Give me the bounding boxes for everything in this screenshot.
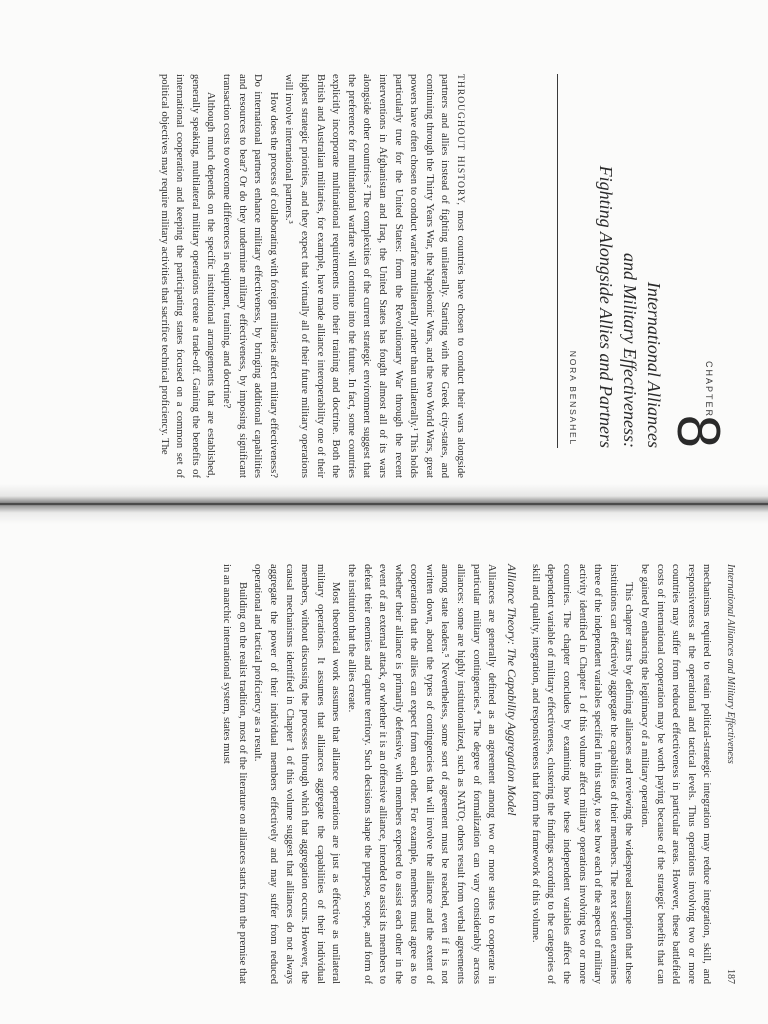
body-paragraph-1	[281, 74, 468, 478]
chapter-title-line-1: International Alliances	[644, 281, 664, 448]
right-paragraph-1: mechanisms required to retain political-strategic integration may reduce integration, skill, and responsiveness at the operational and tactical levels. Thus operations involving two or more countries may suffer from reduced effectiveness in particular areas. However, these battlefield costs of international cooperation may be worth paying because of the strategic benefits that can be gained by enhancing the legitimacy of a military operation.	[639, 564, 713, 984]
right-paragraph-2: This chapter starts by defining alliances and reviewing the widespread assumption that these institutions can effectively aggregate the capabilities of their members. The next section examines three of the independent variables specified in this study, to see how each of the aspects of military activity identified in Chapter 1 of this volume affect military operations involving two or more countries. The chapter concludes by examining how these independent variables affect the dependent variable of military effectiveness, clustering the findings according to the categories of skill and quality, integration, and responsiveness that form the framework of this volume.	[529, 564, 635, 984]
opening-word: THROUGHOUT HISTORY,	[455, 74, 466, 206]
right-page	[0, 512, 768, 1024]
chapter-rule	[557, 74, 558, 448]
body-paragraph-3: Although much depends on the specific institutional arrangements that are established, generally speaking, multilateral military operations create a trade-off. Gaining the benefits of international cooperation and keeping the participating states focused on a common set of political objectives may require military activities that sacrifice technical proficiency. The	[158, 74, 217, 478]
body-paragraph-2: How does the process of collaborating with foreign militaries affect military effectiveness? Do international partners enhance military effectiveness, by bringing additional capabilities and resources to bear? Or do they undermine military effectiveness, by imposing significant transaction costs to overcome differences in equipment, training, and doctrine?	[221, 74, 279, 478]
chapter-title-line-3: Fighting Alongside Allies and Partners	[596, 165, 616, 448]
chapter-label: CHAPTER	[704, 360, 714, 418]
chapter-number: 8	[665, 414, 732, 448]
book-gutter-line	[0, 503, 768, 505]
right-paragraph-5: Building on the realist tradition, most of the literature on alliances starts from the premise that in an anarchic international system, states must	[221, 564, 248, 984]
running-head-title: International Alliances and Military Effectiveness	[725, 564, 736, 764]
right-paragraph-4: Most theoretical work assumes that alliance operations are just as effective as unilateral military operations. It assumes that alliances aggregate the capabilities of their individual members, without discussing the processes through which that aggregation occurs. However, the causal mechanisms identified in Chapter 1 of this volume suggest that alliances do not always aggregate the power of their individual members effectively and may suffer from reduced operational and tactical proficiency as a result.	[252, 564, 342, 984]
left-page	[0, 0, 768, 508]
chapter-title	[594, 68, 666, 448]
author-name: NORA BENSAHEL	[568, 350, 578, 446]
right-paragraph-3: Alliances are generally defined as an agreement among two or more states to cooperate in particular military contingencies.⁴ The degree of formalization can vary considerably across alliances: some are highly institutionalized, such as NATO; others result from verbal agreements among state leaders.⁵ Nevertheless, some sort of agreement must be reached, even if it is not written down, about the types of contingencies that will involve the alliance and the extent of cooperation that the allies can expect from each other. For example, members must agree as to whether their alliance is primarily defensive, with members expected to assist each other in the event of an external attack, or whether it is an offensive alliance, intended to assist its members to defeat their enemies and capture territory. Such decisions shape the purpose, scope, and form of the institution that the allies create.	[345, 564, 498, 984]
running-head	[722, 564, 738, 984]
body-paragraph-1-text: most countries have chosen to conduct their wars alongside partners and allies instead of fighting unilaterally. Starting with the Greek city-states, and continuing through the Thirty Years War, the Napoleonic Wars, and the two World Wars, great powers have often chosen to conduct warfare multilaterally rather than unilaterally.¹ This holds particularly true for the United States: from the Revolutionary War through the recent interventions in Afghanistan and Iraq, the United States has fought almost all of its wars alongside other countries.² The complexities of the current strategic environment suggest that the preference for multinational warfare will continue into the future. In fact, some countries explicitly incorporate multinational requirements into their training and doctrine. Both the British and Australian militaries, for example, have made alliance interoperability one of their highest strategic priorities, and they expect that virtually all of their future military operations will involve international partners.³	[283, 74, 466, 478]
section-heading: Alliance Theory: The Capability Aggregation Model	[505, 564, 520, 816]
chapter-title-line-2: and Military Effectiveness:	[620, 253, 640, 448]
chapter-header	[468, 74, 732, 478]
page-number: 187	[725, 969, 736, 984]
